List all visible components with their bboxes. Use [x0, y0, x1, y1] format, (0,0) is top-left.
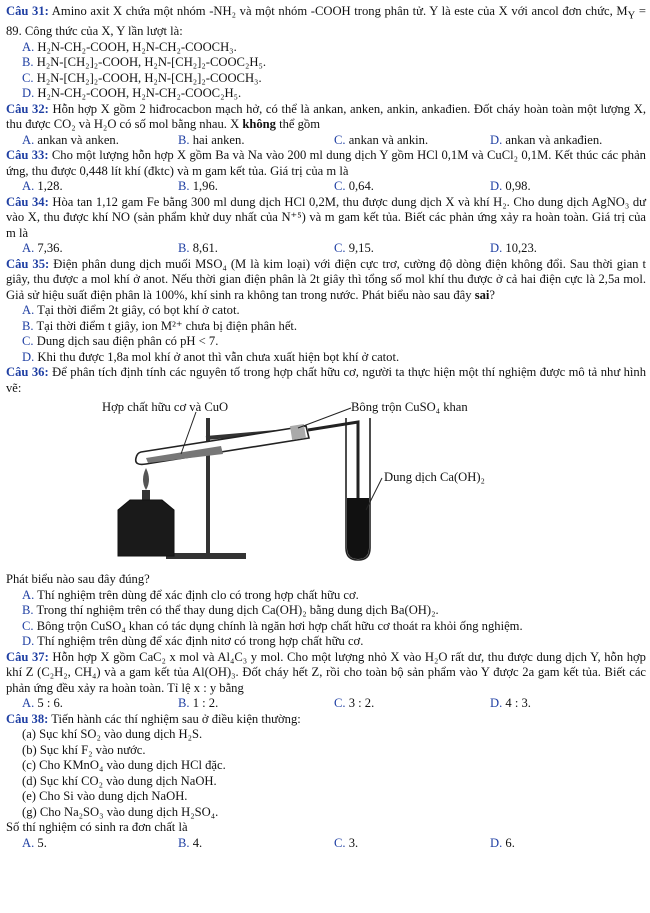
figure-question: Phát biểu nào sau đây đúng?: [6, 572, 150, 587]
option: A. Tại thời điểm 2t giây, có bọt khí ở catot.: [22, 303, 240, 318]
option: B. 4.: [178, 835, 203, 850]
experiment-item: (c) Cho KMnO₄ vào dung dịch HCl đặc.: [22, 758, 226, 773]
apparatus-drawing: [6, 398, 646, 568]
question-38: Câu 38: Tiến hành các thí nghiệm sau ở điều kiện thường:: [6, 711, 301, 726]
alcohol-lamp: [118, 468, 174, 556]
question-31: Câu 31: Amino axit X chứa một nhóm -NH₂ và một nhóm -COOH trong phân tử. Y là este của X với ancol đơn chức, $M_Y = 89$. Công thức của X, Y lần lượt là:: [6, 4, 646, 39]
option: B. Trong thí nghiệm trên có thể thay dung dịch Ca(OH)₂ bằng dung dịch Ba(OH)₂.: [22, 603, 439, 618]
options-row: [6, 836, 646, 852]
question-number: Câu 38:: [6, 711, 49, 726]
option: C. 9,15.: [334, 241, 374, 256]
option: C. 3.: [334, 835, 359, 850]
question-number: Câu 36:: [6, 365, 49, 380]
option: A. Thí nghiệm trên dùng để xác định clo có trong hợp chất hữu cơ.: [22, 587, 359, 602]
option: B. Tại thời điểm t giây, ion M²⁺ chưa bị điện phân hết.: [22, 318, 298, 333]
experiment-item: (e) Cho Si vào dung dịch NaOH.: [22, 789, 188, 804]
exam-page: [6, 4, 646, 851]
question-stem: Amino axit X chứa một nhóm -NH₂ và một nhóm -COOH trong phân tử. Y là este của X với ancol đơn chức, M: [51, 4, 628, 18]
option: B. 1 : 2.: [178, 696, 219, 711]
experiment-figure: [6, 398, 646, 568]
option: C. Dung dịch sau điện phân có pH < 7.: [22, 334, 219, 349]
figure-label-solution: Dung dịch Ca(OH)₂: [384, 470, 485, 485]
option: D. Khi thu được 1,8a mol khí ở anot thì vẫn chưa xuất hiện bọt khí ở catot.: [22, 349, 400, 364]
option: D. 6.: [490, 835, 515, 850]
question-36: Câu 36: Để phân tích định tính các nguyên tố trong hợp chất hữu cơ, người ta thực hiện một thí nghiệm được mô tả như hình vẽ:: [6, 365, 646, 395]
question-37: Câu 37: Hỗn hợp X gồm CaC₂ x mol và Al₄C₃ y mol. Cho một lượng nhỏ X vào H₂O rất dư, thu được dung dịch Y, hỗn hợp khí Z (C₂H₂, CH₄) và a gam kết tủa Al(OH)₃. Đốt cháy hết Z, rồi cho toàn bộ sản phẩm vào Y được 2a gam kết tủa. Biết các phản ứng đều xảy ra hoàn toàn. Tỉ lệ x : y bằng: [6, 649, 646, 695]
question-35: Câu 35: Điện phân dung dịch muối MSO₄ (M là kim loại) với điện cực trơ, cường độ dòng điện không đổi. Sau thời gian t giây, thu được a mol khí ở anot. Nếu thời gian điện phân là 2t giây thì tổng số mol khí thu được ở cả hai điện cực là 2,5a mol. Giả sử hiệu suất điện phân là 100%, khí sinh ra không tan trong nước. Phát biểu nào sau đây sai?: [6, 256, 646, 302]
option: D. 0,98.: [490, 179, 531, 194]
option: C. Bông trộn CuSO₄ khan có tác dụng chính là ngăn hơi hợp chất hữu cơ thoát ra khỏi ống nghiệm.: [22, 618, 523, 633]
options-row: [6, 179, 646, 195]
option: B. 8,61.: [178, 241, 218, 256]
experiment-item: (b) Sục khí F₂ vào nước.: [22, 742, 146, 757]
option: D. Thí nghiệm trên dùng để xác định nitơ có trong hợp chất hữu cơ.: [22, 634, 364, 649]
option: A. 7,36.: [22, 241, 63, 256]
figure-label-compound: Hợp chất hữu cơ và CuO: [102, 400, 229, 415]
question-number: Câu 31:: [6, 4, 49, 18]
option: D. ankan và ankađien.: [490, 132, 603, 147]
option: A. H₂N-CH₂-COOH, H₂N-CH₂-COOCH₃.: [22, 39, 237, 54]
option: D. H₂N-CH₂-COOH, H₂N-CH₂-COOC₂H₅.: [22, 86, 242, 101]
option: B. hai anken.: [178, 132, 245, 147]
experiment-item: (d) Sục khí CO₂ vào dung dịch NaOH.: [22, 773, 217, 788]
question-number: Câu 32:: [6, 101, 49, 116]
question-number: Câu 33:: [6, 148, 49, 163]
option: A. 1,28.: [22, 179, 63, 194]
option: B. 1,96.: [178, 179, 218, 194]
experiment-item: (g) Cho Na₂SO₃ vào dung dịch H₂SO₄.: [22, 804, 219, 819]
option: D. 4 : 3.: [490, 696, 531, 711]
options-row: [6, 241, 646, 257]
option: A. 5 : 6.: [22, 696, 63, 711]
experiment-item: (a) Sục khí SO₂ vào dung dịch H₂S.: [22, 727, 203, 742]
question-prompt: Số thí nghiệm có sinh ra đơn chất là: [6, 820, 188, 835]
options-row: [6, 696, 646, 712]
option: C. H₂N-[CH₂]₂-COOH, H₂N-[CH₂]₂-COOCH₃.: [22, 70, 262, 85]
question-34: Câu 34: Hòa tan 1,12 gam Fe bằng 300 ml dung dịch HCl 0,2M, thu được dung dịch X và khí H₂. Cho dung dịch AgNO₃ dư vào X, thu được khí NO (sản phẩm khử duy nhất của N⁺⁵) và m gam kết tủa. Biết các phản ứng xảy ra hoàn toàn. Giá trị của m là: [6, 194, 646, 240]
test-tube: [136, 424, 309, 464]
option: C. ankan và ankin.: [334, 132, 429, 147]
stand-base: [166, 553, 246, 559]
pointer-line: [366, 478, 382, 510]
figure-label-cotton: Bông trộn CuSO₄ khan: [351, 400, 468, 415]
caoh2-solution: [347, 498, 369, 559]
question-number: Câu 34:: [6, 194, 49, 209]
question-32: Câu 32: Hỗn hợp X gồm 2 hiđrocacbon mạch hở, có thể là ankan, anken, ankin, ankađien. Đốt cháy hoàn toàn một lượng X, thu được CO₂ và H₂O có số mol bằng nhau. X không thể gồm: [6, 101, 646, 132]
question-33: Câu 33: Cho một lượng hỗn hợp X gồm Ba và Na vào 200 ml dung dịch Y gồm HCl 0,1M và CuCl₂ 0,1M. Kết thúc các phản ứng, thu được 0,448 lít khí (đktc) và m gam kết tủa. Giá trị của m là: [6, 148, 646, 178]
options-row: [6, 133, 646, 149]
option: C. 0,64.: [334, 179, 374, 194]
option: A. 5.: [22, 835, 47, 850]
question-number: Câu 37:: [6, 649, 49, 664]
option: D. 10,23.: [490, 241, 537, 256]
option: A. ankan và anken.: [22, 132, 119, 147]
option: B. H₂N-[CH₂]₂-COOH, H₂N-[CH₂]₂-COOC₂H₅.: [22, 55, 266, 70]
option: C. 3 : 2.: [334, 696, 375, 711]
question-number: Câu 35:: [6, 256, 50, 271]
